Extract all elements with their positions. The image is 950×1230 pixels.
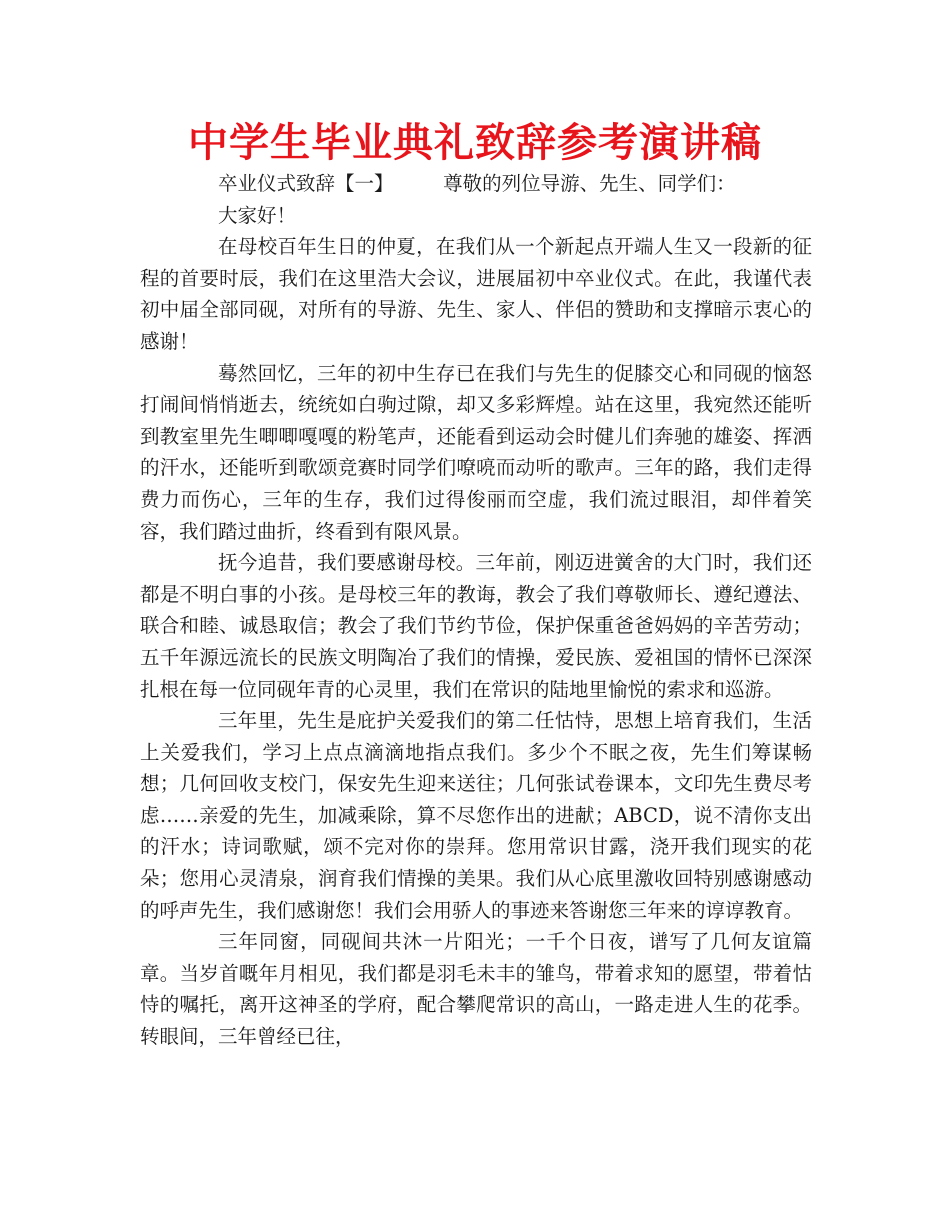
paragraph: 抚今追昔，我们要感谢母校。三年前，刚迈进黉舍的大门时，我们还都是不明白事的小孩。是母校三年的教诲，教会了我们尊敬师长、遵纪遵法、联合和睦、诚恳取信；教会了我们节约节俭，保护保重爸爸妈妈的辛苦劳动；五千年源远流长的民族文明陶冶了我们的情操，爱民族、爱祖国的情怀已深深扎根在每一位同砚年青的心灵里，我们在常识的陆地里愉悦的索求和巡游。 [140,551,812,701]
paragraph: 三年里，先生是庇护关爱我们的第二任怙恃，思想上培育我们，生活上关爱我们，学习上点点滴滴地指点我们。多少个不眠之夜，先生们筹谋畅想；几何回收支校门，保安先生迎来送往；几何张试卷课本，文印先生费尽考虑……亲爱的先生，加减乘除，算不尽您作出的进献；ABCD，说不清你支出的汗水；诗词歌赋，颂不完对你的崇拜。您用常识甘露，浇开我们现实的花朵；您用心灵清泉，润育我们情操的美果。我们从心底里激收回特别感谢感动的呼声先生，我们感谢您！我们会用骄人的事迹来答谢您三年来的谆谆教育。 [140,709,812,922]
intro-line: 卒业仪式致辞【一】 尊敬的列位导游、先生、同学们： [218,172,736,195]
paragraph: 三年同窗，同砚间共沐一片阳光；一千个日夜，谱写了几何友谊篇章。当岁首嘅年月相见，我们都是羽毛未丰的雏鸟，带着求知的愿望，带着怙恃的嘱托，离开这神圣的学府，配合攀爬常识的高山，一路走进人生的花季。转眼间，三年曾经已往， [140,930,812,1049]
document-body [140,168,812,1053]
document-title: 中学生毕业典礼致辞参考演讲稿 [188,120,762,166]
paragraph: 蓦然回忆，三年的初中生存已在我们与先生的促膝交心和同砚的恼怒打闹间悄悄逝去，统统如白驹过隙，却又多彩辉煌。站在这里，我宛然还能听到教室里先生唧唧嘎嘎的粉笔声，还能看到运动会时健儿们奔驰的雄姿、挥洒的汗水，还能听到歌颂竞赛时同学们嘹喨而动听的歌声。三年的路，我们走得费力而伤心，三年的生存，我们过得俊丽而空虚，我们流过眼泪，却伴着笑容，我们踏过曲折，终看到有限风景。 [140,361,812,543]
paragraph: 在母校百年生日的仲夏，在我们从一个新起点开端人生又一段新的征程的首要时辰，我们在这里浩大会议，进展届初中卒业仪式。在此，我谨代表初中届全部同砚，对所有的导游、先生、家人、伴侣的赞助和支撑暗示衷心的感谢！ [140,235,812,353]
greeting: 大家好！ [218,203,297,227]
